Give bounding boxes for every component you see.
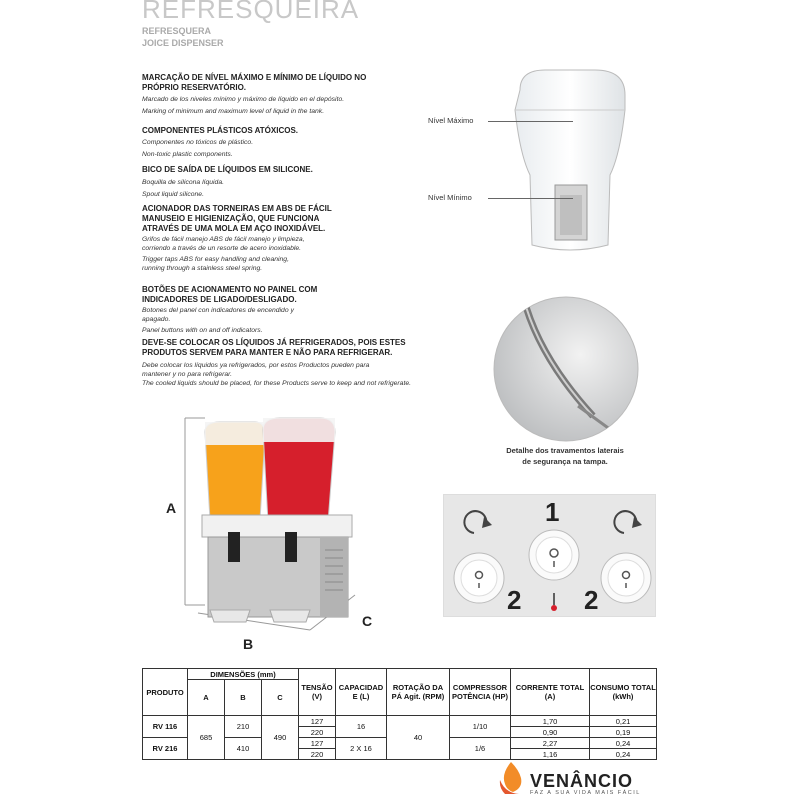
control-panel-detail [443, 494, 656, 617]
hp-rv116: 1/10 [450, 716, 511, 738]
tensao-2: 220 [299, 727, 336, 738]
product-rv216: RV 216 [143, 738, 188, 760]
consumo-1: 0,21 [590, 716, 657, 727]
max-level-label: Nível Máximo [428, 116, 474, 125]
dim-c-value: 490 [262, 716, 299, 760]
detail-caption-line1: Detalhe dos travamentos laterais [506, 446, 624, 455]
corrente-4: 1,16 [511, 749, 590, 760]
header-c: C [262, 680, 299, 716]
consumo-3: 0,24 [590, 738, 657, 749]
tank-illustration [500, 65, 640, 265]
subtitle-spanish: REFRESQUERA [142, 26, 212, 36]
consumo-4: 0,24 [590, 749, 657, 760]
header-corrente: CORRENTE TOTAL (A) [511, 669, 590, 716]
tensao-4: 220 [299, 749, 336, 760]
feature-max-min-level: MARCAÇÃO DE NÍVEL MÁXIMO E MÍNIMO DE LÍQUIDO NO PRÓPRIO RESERVATÓRIO. Marcado de los niveles mínimo y máximo de líquido en el depósito. Marking of minimum and maximum level of liquid in the tank. [142, 73, 367, 115]
corrente-3: 2,27 [511, 738, 590, 749]
table-row [143, 716, 657, 727]
header-b: B [225, 680, 262, 716]
feature-silicone-spout: BICO DE SAÍDA DE LÍQUIDOS EM SILICONE. Boquilla de silicona líquida. Spout liquid silicone. [142, 165, 313, 198]
product-rv116: RV 116 [143, 716, 188, 738]
specs-table [142, 668, 657, 760]
capacidade-rv216: 2 X 16 [336, 738, 387, 760]
dimension-a-label: A [166, 500, 177, 516]
page-title: REFRESQUEIRA [142, 0, 360, 24]
brand-name: VENÂNCIO [530, 771, 634, 791]
header-rotacao: ROTAÇÃO DA PÁ Agit. (RPM) [387, 669, 450, 716]
hp-rv216: 1/6 [450, 738, 511, 760]
dispenser-illustration [160, 410, 390, 650]
feature-panel-buttons: BOTÕES DE ACIONAMENTO NO PAINEL COM INDICADORES DE LIGADO/DESLIGADO. Botones del panel con indicadores de encendido y apagado. Panel buttons with on and off indicators. [142, 285, 318, 334]
feature-non-toxic: COMPONENTES PLÁSTICOS ATÓXICOS. Componentes no tóxicos de plástico. Non-toxic plastic components. [142, 126, 299, 158]
feature-abs-taps: ACIONADOR DAS TORNEIRAS EM ABS DE FÁCIL MANUSEIO E HIGIENIZAÇÃO, QUE FUNCIONA ATRAVÉS DE UMA MOLA EM AÇO INOXIDÁVEL. Grifos de fácil manejo ABS de fácil manejo y limpieza, corriendo a través de un resorte de acero inoxidable. Trigger taps ABS for easy handling and cleaning, running through a stainless steel spring. [142, 204, 332, 272]
dim-b-rv116: 210 [225, 716, 262, 738]
min-level-line [488, 198, 573, 199]
header-capacidade: CAPACIDAD E (L) [336, 669, 387, 716]
consumo-2: 0,19 [590, 727, 657, 738]
header-compressor: COMPRESSOR POTÊNCIA (HP) [450, 669, 511, 716]
feature-refrigerated-warning: DEVE-SE COLOCAR OS LÍQUIDOS JÁ REFRIGERADOS, POIS ESTES PRODUTOS SERVEM PARA MANTER E NÃO PARA REFRIGERAR. Debe colocar los líquidos ya refrigerados, por estos Productos pueden para mantener y no para refrigerar. The cooled liquids should be placed, for these Products serve to keep and not refrigerate. [142, 338, 412, 387]
tensao-3: 127 [299, 738, 336, 749]
header-tensao: TENSÃO (V) [299, 669, 336, 716]
panel-number-center: 1 [545, 497, 560, 527]
dim-b-rv216: 410 [225, 738, 262, 760]
max-level-line [488, 121, 573, 122]
min-level-label: Nível Mínimo [428, 193, 472, 202]
header-dimensoes: DIMENSÕES (mm) [188, 669, 299, 680]
dimension-c-label: C [362, 613, 373, 629]
panel-number-left: 2 [507, 585, 522, 615]
flame-icon [497, 760, 527, 796]
panel-number-right: 2 [584, 585, 599, 615]
corrente-1: 1,70 [511, 716, 590, 727]
header-a: A [188, 680, 225, 716]
dim-a-value: 685 [188, 716, 225, 760]
corrente-2: 0,90 [511, 727, 590, 738]
rpm-value: 40 [387, 716, 450, 760]
header-consumo: CONSUMO TOTAL (kWh) [590, 669, 657, 716]
lid-lock-detail [493, 296, 639, 442]
brand-tagline: FAZ A SUA VIDA MAIS FÁCIL [530, 790, 641, 796]
detail-caption-line2: de segurança na tampa. [522, 457, 608, 466]
capacidade-rv116: 16 [336, 716, 387, 738]
dimension-b-label: B [243, 636, 254, 652]
tensao-1: 127 [299, 716, 336, 727]
header-produto: PRODUTO [143, 669, 188, 716]
subtitle-english: JOICE DISPENSER [142, 38, 224, 48]
